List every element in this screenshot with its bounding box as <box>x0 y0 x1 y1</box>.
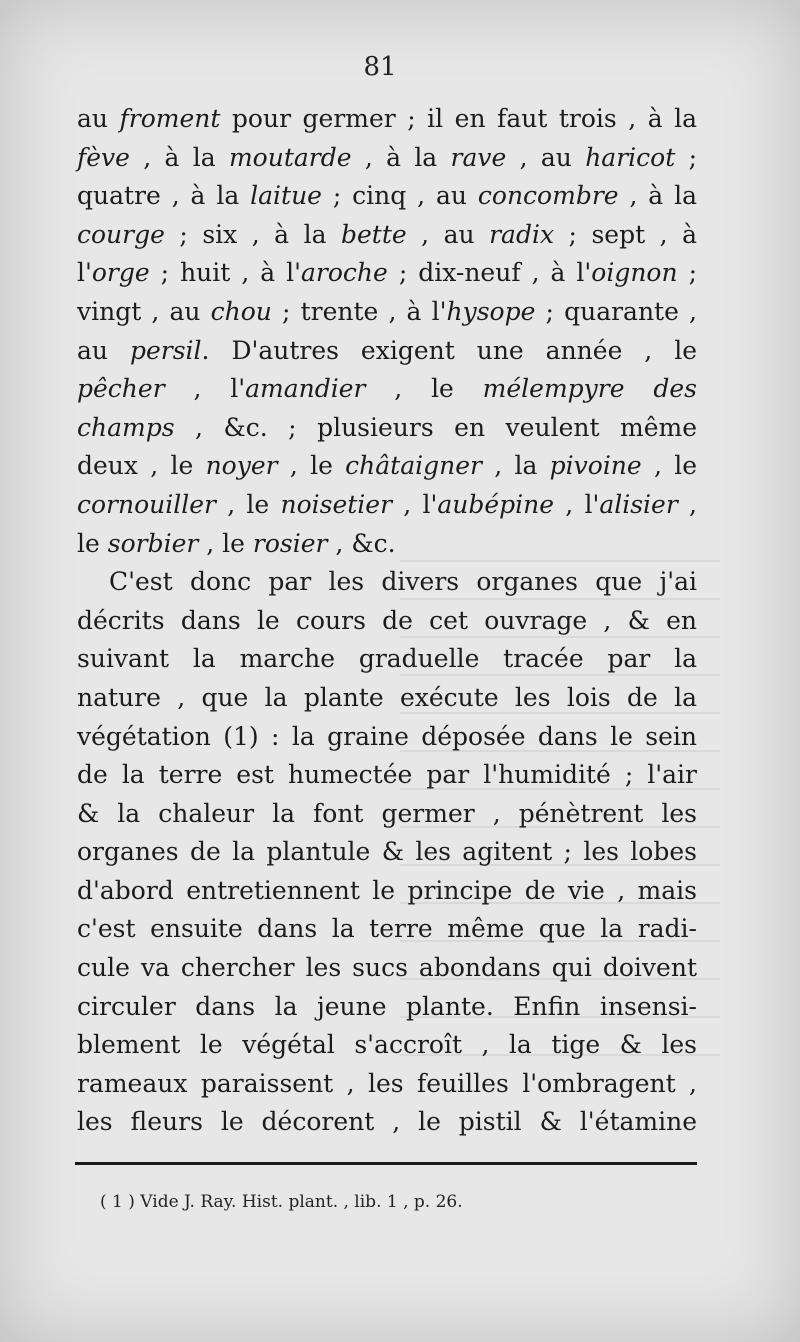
text-run: & la chaleur la font germer , pénètrent les <box>77 798 697 828</box>
body-text <box>77 100 697 1142</box>
text-line <box>77 756 697 795</box>
text-run: ; trente , à l' <box>271 296 447 326</box>
italic-term: hysope <box>446 296 536 326</box>
text-line <box>77 718 697 757</box>
text-line <box>77 525 697 564</box>
text-run: ; cinq , au <box>321 181 478 211</box>
text-run: . D'autres exigent une année , le <box>201 335 697 365</box>
italic-term: pivoine <box>549 451 642 481</box>
text-run: , à la <box>618 181 698 211</box>
footnote: ( 1 ) Vide J. Ray. Hist. plant. , lib. 1 , p. 26. <box>100 1192 463 1212</box>
text-line <box>77 563 697 602</box>
italic-term: fève <box>77 142 130 172</box>
text-line <box>77 254 697 293</box>
text-line <box>77 602 697 641</box>
text-run: organes de la plantule & les agitent ; les lobes <box>77 837 697 867</box>
text-run: , le <box>277 451 346 481</box>
page-number: 81 <box>363 52 397 82</box>
italic-term: orge <box>91 258 150 288</box>
text-run: C'est donc par les divers organes que j'ai <box>109 567 697 597</box>
italic-term: rosier <box>252 528 328 558</box>
italic-term: moutarde <box>228 142 352 172</box>
text-line <box>77 139 697 178</box>
italic-term: radix <box>489 219 555 249</box>
text-run: c'est ensuite dans la terre même que la radi- <box>77 914 697 944</box>
text-line <box>77 486 697 525</box>
text-run: , le <box>198 528 253 558</box>
text-run: , l' <box>554 489 600 519</box>
text-run: ; six , à la <box>164 219 341 249</box>
text-line <box>77 216 697 255</box>
text-run: deux , le <box>77 451 206 481</box>
text-line <box>77 1103 697 1142</box>
text-line <box>77 409 697 448</box>
text-run: quatre , à la <box>77 181 251 211</box>
text-run: d'abord entretiennent le principe de vie , mais <box>77 875 697 905</box>
text-run: ; <box>677 258 698 288</box>
text-line <box>77 833 697 872</box>
italic-term: chou <box>210 296 272 326</box>
text-run: suivant la marche graduelle tracée par la <box>77 644 697 674</box>
italic-term: amandier <box>245 374 366 404</box>
text-run: vingt , au <box>77 296 211 326</box>
text-run: , le <box>216 489 281 519</box>
text-run: , &c. ; plusieurs en veulent même <box>174 412 697 442</box>
italic-term: sorbier <box>107 528 199 558</box>
text-run: de la terre est humectée par l'humidité ; l'air <box>77 760 697 790</box>
text-run: les fleurs le décorent , le pistil & l'étamine <box>77 1107 697 1137</box>
text-line <box>77 1065 697 1104</box>
text-run: ; sept , à <box>554 219 697 249</box>
text-run: ; quarante , <box>535 296 697 326</box>
text-run: , à la <box>129 142 229 172</box>
text-run: , l' <box>164 374 246 404</box>
text-run: l' <box>77 258 92 288</box>
italic-term: champs <box>77 412 175 442</box>
text-run: cule va chercher les sucs abondans qui doivent <box>77 953 697 983</box>
text-run: , le <box>365 374 483 404</box>
text-run: végétation (1) : la graine déposée dans le sein <box>77 721 697 751</box>
text-run: , &c. <box>327 528 396 558</box>
text-line <box>77 949 697 988</box>
text-run: ; dix-neuf , à l' <box>387 258 592 288</box>
text-line <box>77 872 697 911</box>
text-line <box>77 177 697 216</box>
italic-term: concombre <box>477 181 619 211</box>
text-line <box>77 679 697 718</box>
italic-term: aroche <box>301 258 388 288</box>
italic-term: noyer <box>205 451 278 481</box>
text-run: pour germer ; il en faut trois , à la <box>220 104 698 133</box>
text-run: rameaux paraissent , les feuilles l'ombragent , <box>77 1068 697 1098</box>
italic-term: oignon <box>591 258 678 288</box>
italic-term: aubépine <box>437 489 555 519</box>
text-line <box>77 447 697 486</box>
text-line <box>77 795 697 834</box>
text-run: nature , que la plante exécute les lois de la <box>77 682 697 712</box>
italic-term: alisier <box>599 489 678 519</box>
text-line <box>77 640 697 679</box>
text-run: , l' <box>392 489 438 519</box>
text-line <box>77 1026 697 1065</box>
italic-term: pêcher <box>77 374 165 404</box>
text-run: blement le végétal s'accroît , la tige & les <box>77 1030 697 1060</box>
text-line <box>77 988 697 1027</box>
text-run: , au <box>406 219 490 249</box>
italic-term: rave <box>450 142 507 172</box>
text-run: circuler dans la jeune plante. Enfin insensi- <box>77 991 697 1021</box>
italic-term: froment <box>119 104 221 133</box>
text-line <box>77 910 697 949</box>
italic-term: châtaigner <box>345 451 482 481</box>
italic-term: bette <box>340 219 407 249</box>
italic-term: courge <box>77 219 165 249</box>
italic-term: laitue <box>250 181 322 211</box>
text-run: , à la <box>351 142 451 172</box>
text-run: le <box>77 528 108 558</box>
text-run: , la <box>481 451 550 481</box>
italic-term: noisetier <box>280 489 393 519</box>
italic-term: persil <box>129 335 202 365</box>
text-line <box>77 293 697 332</box>
text-run: au <box>77 335 130 365</box>
text-run: ; huit , à l' <box>149 258 302 288</box>
footnote-rule <box>75 1162 697 1165</box>
text-line <box>77 332 697 371</box>
italic-term: haricot <box>585 142 676 172</box>
text-line <box>77 100 697 139</box>
text-run: décrits dans le cours de cet ouvrage , & en <box>77 605 697 635</box>
text-run: , le <box>641 451 698 481</box>
text-line <box>77 370 697 409</box>
text-run: , <box>677 489 697 519</box>
text-run: , au <box>506 142 586 172</box>
italic-term: mélempyre des <box>482 374 697 404</box>
italic-term: cornouiller <box>77 489 216 519</box>
text-run: ; <box>675 142 697 172</box>
text-run: au <box>77 104 120 133</box>
